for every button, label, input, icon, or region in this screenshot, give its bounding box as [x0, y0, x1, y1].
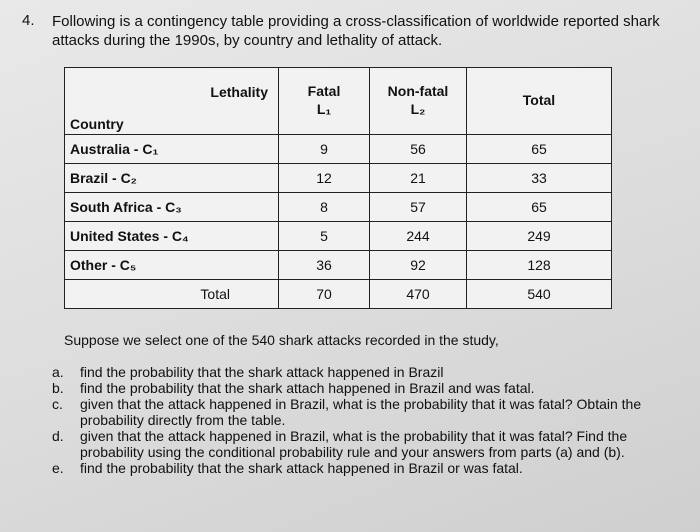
prompt-text: Suppose we select one of the 540 shark attacks recorded in the study,: [64, 332, 499, 348]
total-row-label: Total: [65, 280, 279, 309]
item-text: find the probability that the shark attack happened in Brazil or was fatal.: [80, 460, 523, 476]
grand-total: 540: [467, 280, 612, 309]
country-label: Country: [70, 116, 124, 132]
item-letter: a.: [52, 364, 64, 380]
row-label: Brazil - C₂: [65, 164, 279, 193]
question-text: Following is a contingency table providing a cross-classification of worldwide reported shark attacks during the 1990s, by country and lethality of attack.: [52, 13, 660, 49]
cell-nonfatal: 21: [370, 164, 467, 193]
item-letter: e.: [52, 460, 64, 476]
lethality-label: Lethality: [210, 84, 268, 100]
item-text: find the probability that the shark attack happened in Brazil: [80, 364, 444, 380]
list-item: [52, 396, 682, 428]
cell-nonfatal: 56: [370, 135, 467, 164]
cell-fatal: 8: [279, 193, 370, 222]
table-row: [65, 193, 612, 222]
cell-fatal: 9: [279, 135, 370, 164]
cell-total: 249: [467, 222, 612, 251]
header-nonfatal-name: Non-fatal: [387, 83, 449, 99]
table-row: [65, 135, 612, 164]
table-row: [65, 251, 612, 280]
item-text: find the probability that the shark attach happened in Brazil and was fatal.: [80, 380, 535, 396]
item-text: given that the attack happened in Brazil, what is the probability that it was fatal? Find the probability using the conditional probability rule and your answers from parts (a) and (b).: [80, 428, 628, 460]
item-letter: b.: [52, 380, 64, 396]
cell-nonfatal: 244: [370, 222, 467, 251]
row-label: South Africa - C₃: [65, 193, 279, 222]
header-nonfatal: [370, 68, 467, 135]
table-header-row: [65, 68, 612, 135]
header-nonfatal-code: L₂: [410, 101, 426, 117]
list-item: [52, 364, 682, 380]
header-fatal: [279, 68, 370, 135]
header-total: [467, 68, 612, 135]
cell-fatal: 36: [279, 251, 370, 280]
cell-nonfatal: 57: [370, 193, 467, 222]
item-letter: d.: [52, 428, 64, 444]
list-item: [52, 460, 682, 476]
row-label: United States - C₄: [65, 222, 279, 251]
total-nonfatal: 470: [370, 280, 467, 309]
header-fatal-code: L₁: [316, 101, 332, 117]
question-number: 4.: [22, 12, 35, 29]
list-item: [52, 380, 682, 396]
total-fatal: 70: [279, 280, 370, 309]
table-total-row: [65, 280, 612, 309]
question-items: [52, 364, 682, 476]
cell-nonfatal: 92: [370, 251, 467, 280]
item-text: given that the attack happened in Brazil, what is the probability that it was fatal? Obtain the probability directly from the table.: [80, 396, 642, 428]
cell-total: 65: [467, 193, 612, 222]
cell-total: 65: [467, 135, 612, 164]
cell-fatal: 12: [279, 164, 370, 193]
item-letter: c.: [52, 396, 63, 412]
row-label: Australia - C₁: [65, 135, 279, 164]
header-total-name: Total: [522, 92, 556, 108]
row-label: Other - C₅: [65, 251, 279, 280]
table-row: [65, 222, 612, 251]
header-fatal-name: Fatal: [307, 83, 341, 99]
cell-total: 33: [467, 164, 612, 193]
list-item: [52, 428, 682, 460]
cell-total: 128: [467, 251, 612, 280]
table-row: [65, 164, 612, 193]
contingency-table: [64, 67, 612, 309]
corner-header-cell: [65, 68, 279, 135]
cell-fatal: 5: [279, 222, 370, 251]
